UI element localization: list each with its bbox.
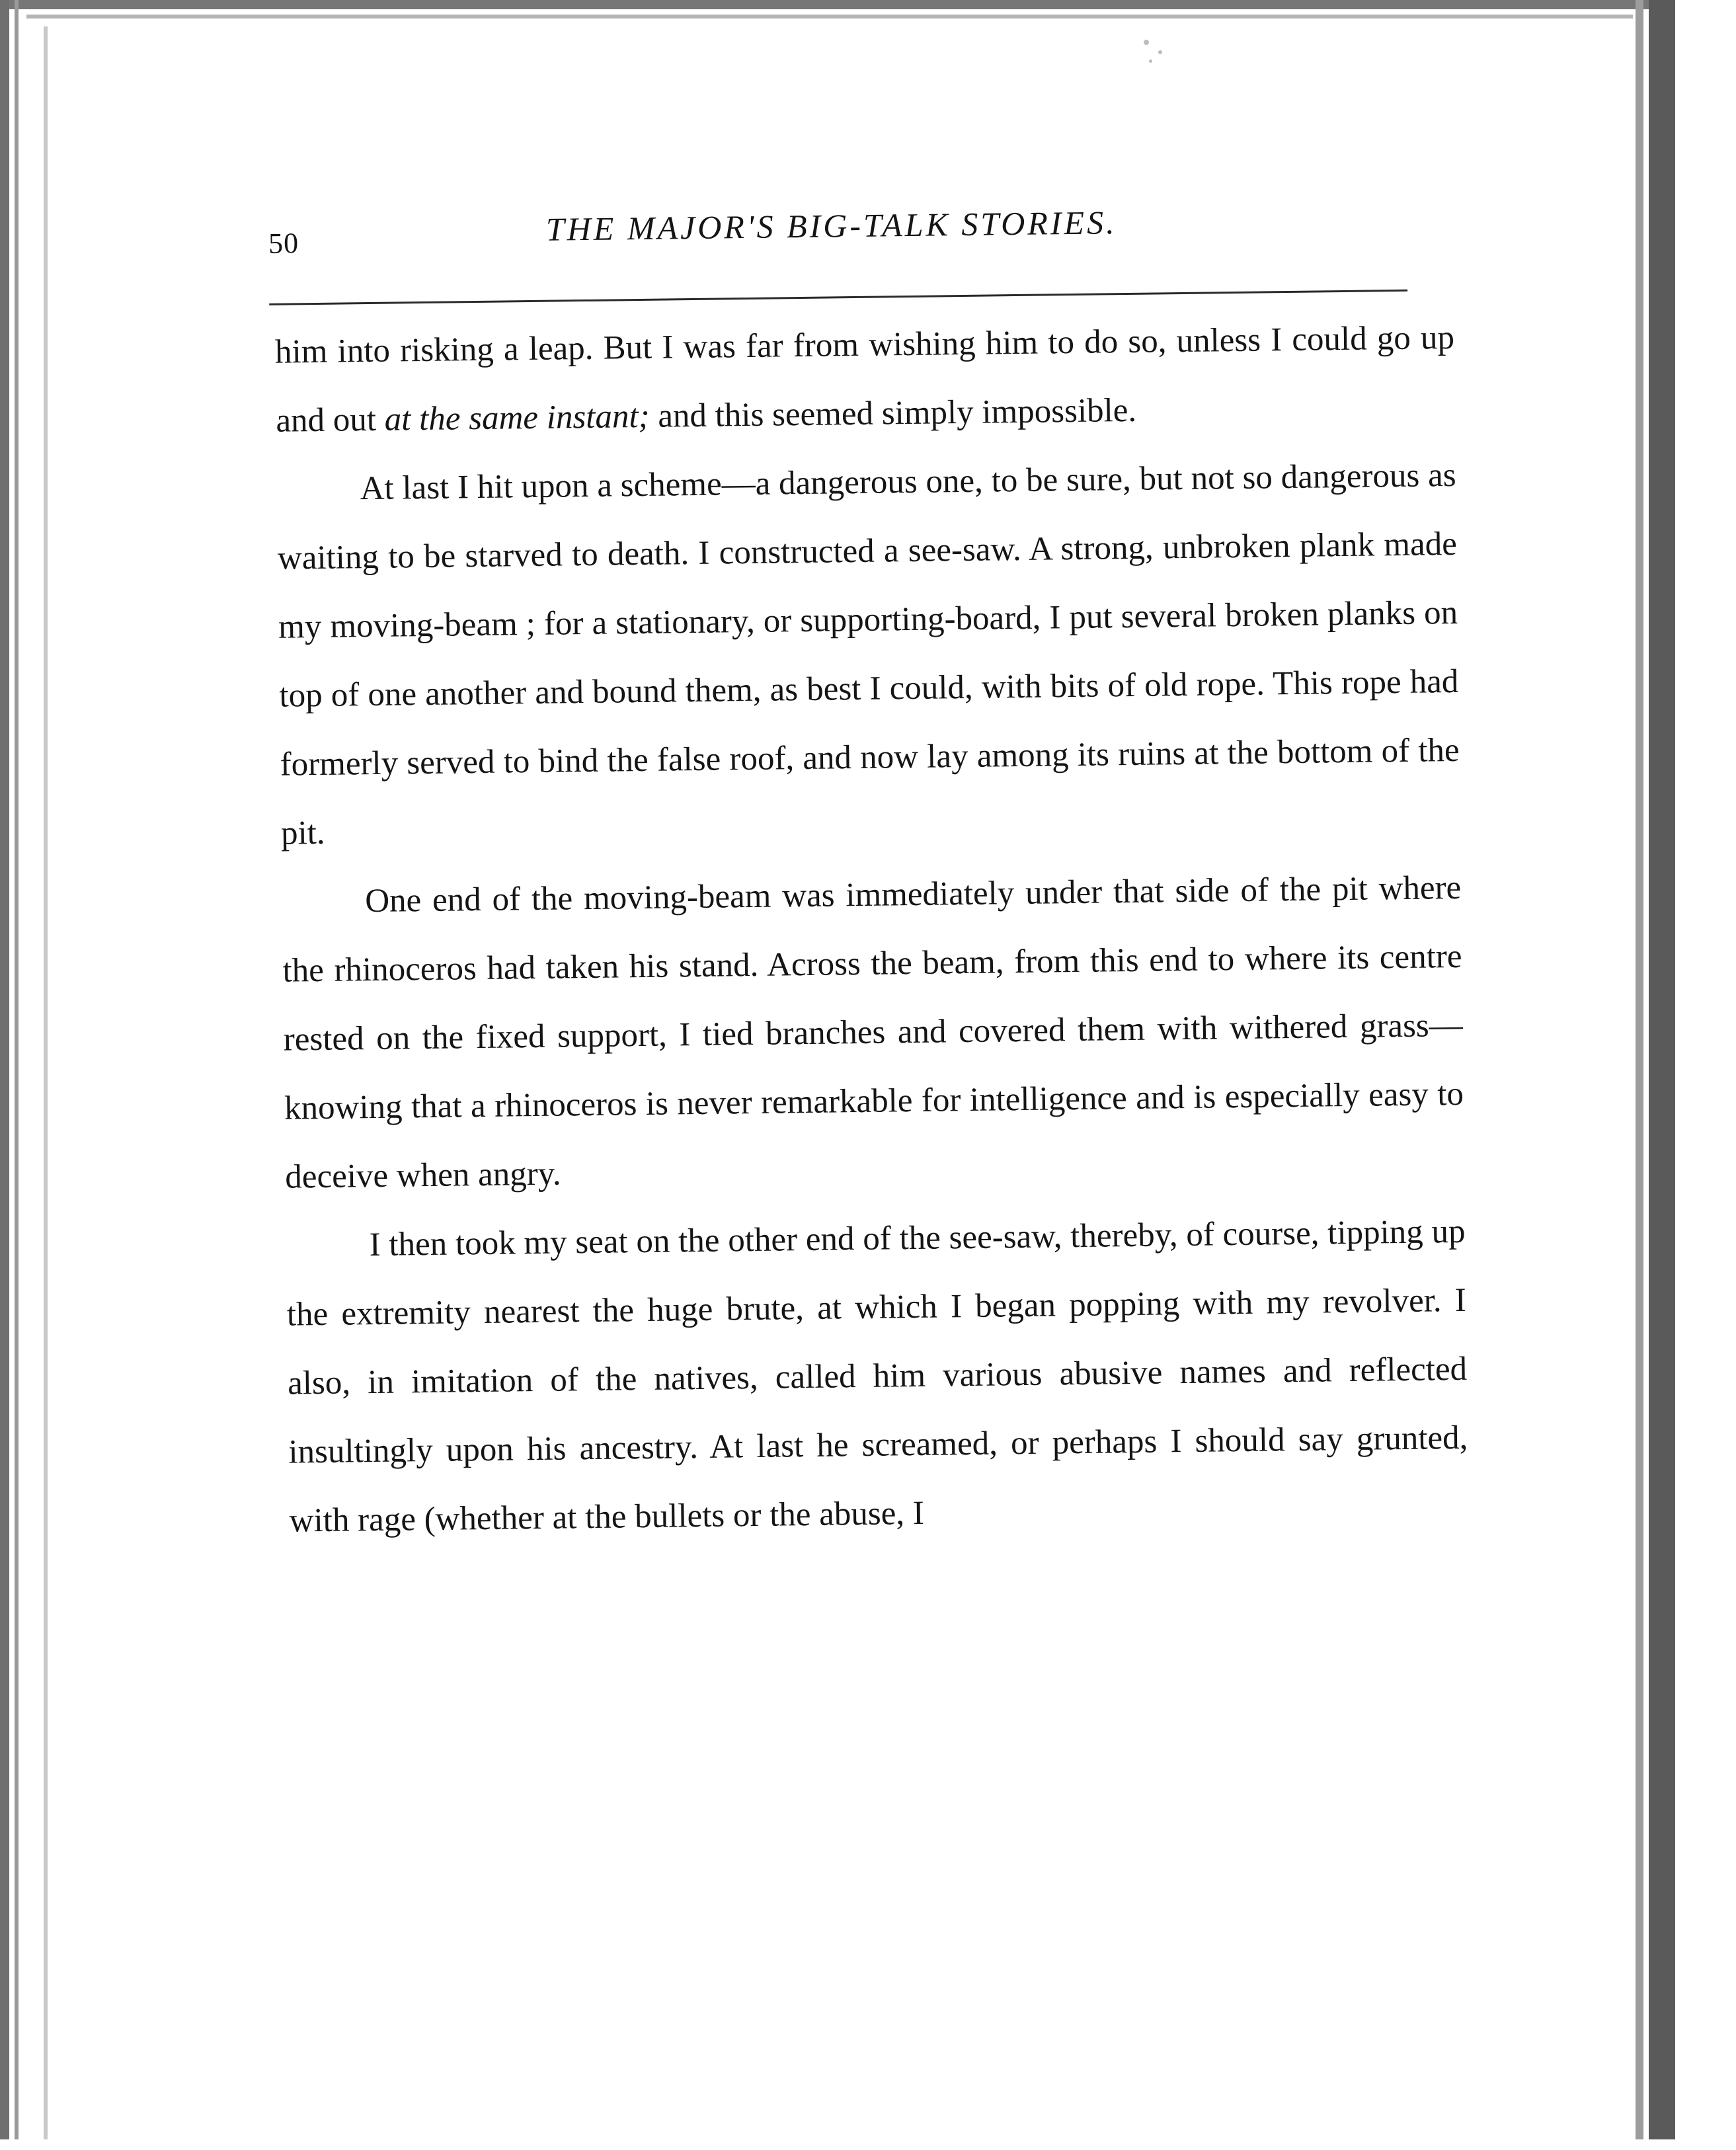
page-number: 50	[268, 227, 299, 260]
scan-right-edge	[1649, 0, 1675, 2139]
flyspeck-mark	[1149, 60, 1152, 63]
scan-right-edge-inner	[1636, 0, 1643, 2139]
flyspeck-mark	[1158, 50, 1162, 54]
paragraph-3: One end of the moving-beam was immediately under that side of the pit where the rhinoceros had taken his stand. Across the beam, from this end to where its centre rested on the fixed support, I tied branches and covered them with withered grass—knowing that a rhinoceros is never remarkable for intelligence and is especially easy to deceive when angry.	[282, 869, 1464, 1196]
flyspeck-mark	[1144, 40, 1149, 45]
scan-right-margin	[1675, 0, 1736, 2139]
paragraph-1	[274, 303, 1455, 456]
italic-emphasis: at the same instant;	[384, 397, 650, 438]
page-header	[268, 200, 1406, 273]
running-title: THE MAJOR'S BIG-TALK STORIES.	[545, 204, 1117, 248]
body-text	[274, 303, 1469, 1556]
paragraph-1-text-end: and this seemed simply impossible.	[649, 391, 1137, 435]
header-rule	[269, 290, 1407, 305]
paragraph-4: I then took my seat on the other end of the see-saw, thereby, of course, tipping up the extremity nearest the huge brute, at which I began popping with my revolver. I also, in imitation of the natives, called him various abusive names and reflected insultingly upon his ancestry. At last he screamed, or perhaps I should say grunted, with rage (whether at the bullets or the abuse, I	[286, 1213, 1468, 1540]
paragraph-2: At last I hit upon a scheme—a dangerous one, to be sure, but not so dangerous as waiting to be starved to death. I constructed a see-saw. A strong, unbroken plank made my moving-beam ; for a stationary, or supporting-board, I put several broken planks on top of one another and bound them, as best I could, with bits of old rope. This rope had formerly served to bind the false roof, and now lay among its ruins at the bottom of the pit.	[277, 456, 1460, 852]
paragraph-1-text: him into risking a leap. But I was far from wishing him to do so, unless I could go up and out	[274, 319, 1455, 440]
